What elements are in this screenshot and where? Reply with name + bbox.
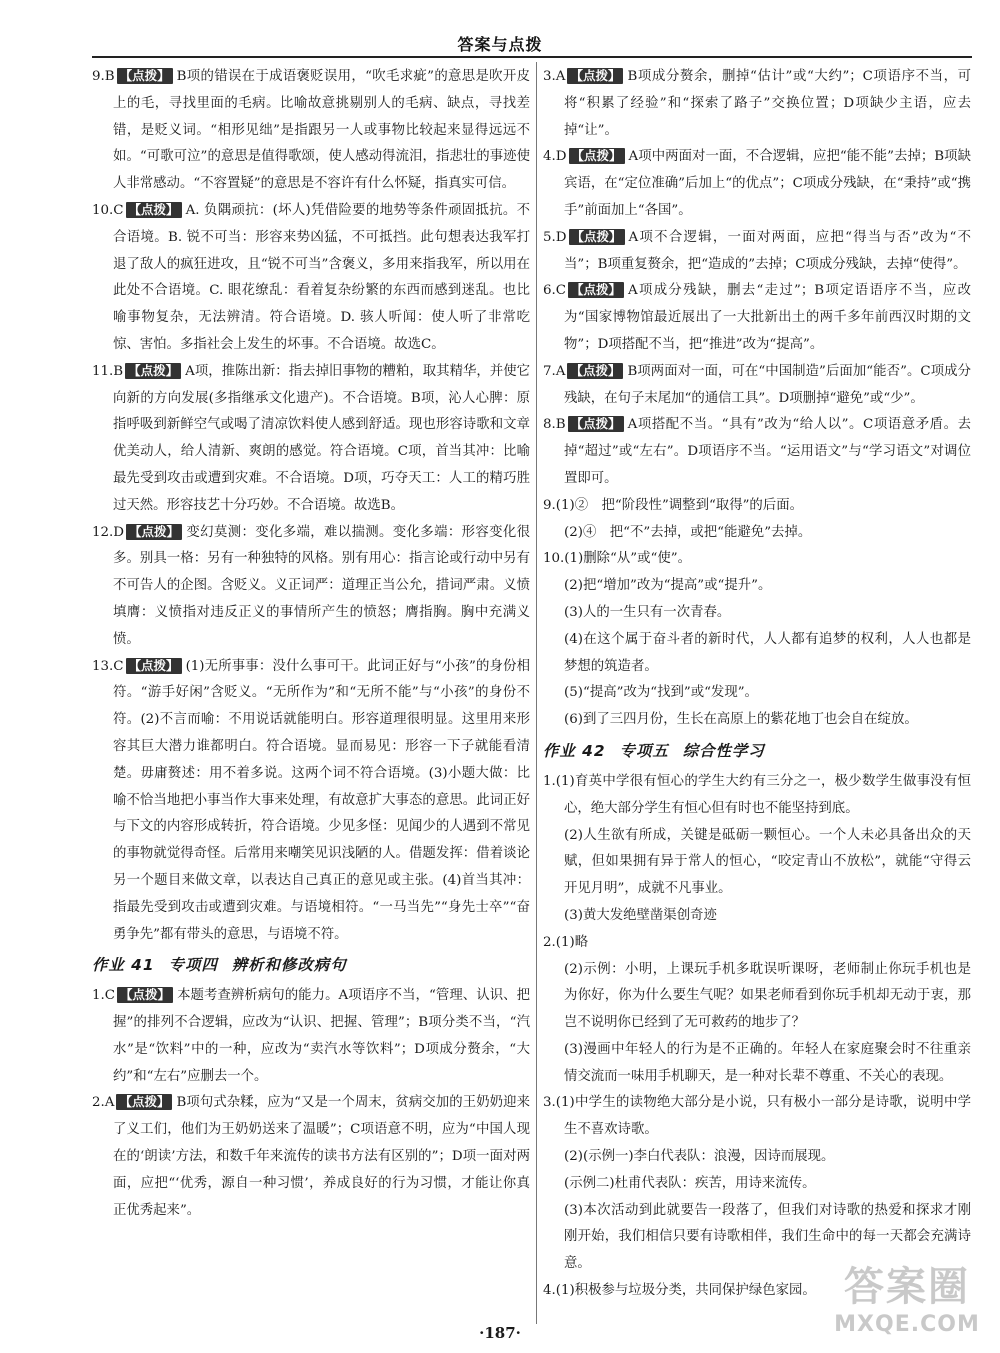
answer-item bbox=[543, 930, 971, 957]
answer-number: 1. bbox=[543, 773, 556, 789]
hint-tag: 【点拨】 bbox=[116, 1094, 172, 1110]
answer-text: A项不合逻辑，一面对两面，应把“得当与否”改为“不当”；B项重复赘余，把“造成的”去掉；C项成分残缺，去掉“使得”。 bbox=[564, 229, 971, 272]
answer-item bbox=[92, 1090, 530, 1224]
answer-number: 7.A bbox=[543, 363, 566, 379]
answer-item bbox=[92, 198, 530, 359]
answer-text: A项中两面对一面，不合逻辑，应把“能不能”去掉；B项缺宾语，在“定位准确”后加上“的优点”；C项成分残缺，在“秉持”或“携手”前面加上“各国”。 bbox=[564, 149, 971, 218]
answer-number: 5.D bbox=[543, 229, 567, 245]
answer-number: 2.A bbox=[92, 1095, 115, 1111]
answer-subitem: (3)本次活动到此就要告一段落了，但我们对诗歌的热爱和探求才刚刚开始，我们相信只要有诗歌相伴，我们生命中的每一天都会充满诗意。 bbox=[564, 1202, 971, 1272]
answer-number: 9.B bbox=[92, 69, 115, 84]
answer-subitem: (3)漫画中年轻人的行为是不正确的。年轻人在家庭聚会时不往重亲情交流而一味用手机聊天，是一种对长辈不尊重、不关心的表现。 bbox=[564, 1041, 971, 1084]
answer-item bbox=[543, 546, 971, 573]
answer-number: 13.C bbox=[92, 658, 124, 674]
watermark-main: 答案圈 bbox=[844, 1264, 970, 1310]
section-heading-part: 作业 42 bbox=[543, 741, 606, 760]
section-heading-part: 辨析和修改病句 bbox=[231, 956, 347, 975]
section-heading-part: 专项四 bbox=[168, 956, 218, 975]
answer-subitem: (5)“提高”改为“找到”或“发现”。 bbox=[564, 685, 758, 701]
answer-item bbox=[543, 359, 971, 413]
hint-tag: 【点拨】 bbox=[117, 987, 173, 1003]
answer-item bbox=[543, 144, 971, 224]
answer-number: 8.B bbox=[543, 417, 566, 433]
hint-tag: 【点拨】 bbox=[569, 148, 625, 164]
answer-number: 3.A bbox=[543, 69, 566, 84]
section-heading-part: 作业 41 bbox=[92, 956, 155, 975]
answer-subitem: (2)④ 把“不”去掉，或把“能避免”去掉。 bbox=[564, 524, 812, 540]
answer-number: 4.D bbox=[543, 149, 567, 165]
answer-text: (1)略 bbox=[555, 934, 589, 950]
answer-number: 12.D bbox=[92, 524, 125, 540]
section-heading-part: 综合性学习 bbox=[682, 741, 765, 760]
answer-subitem: (6)到了三四月份，生长在高原上的紫花地丁也会自在绽放。 bbox=[564, 712, 918, 728]
answer-item bbox=[543, 412, 971, 492]
answer-subitem: (4)在这个属于奋斗者的新时代，人人都有追梦的权利，人人也都是梦想的筑造者。 bbox=[564, 631, 971, 674]
answer-text: B项句式杂糅，应为“又是一个周末，贫病交加的王奶奶迎来了义工们，他们为王奶奶送来了温暖”；C项语意不明，应为“中国人现在的‘朗读’方法，和数千年来流传的读书方法有区别的”；D项一面对两面，应把“‘优秀，源自一种习惯’，养成良好的行为习惯，才能让你真正优秀起来”。 bbox=[113, 1095, 530, 1218]
right-column bbox=[543, 64, 971, 1305]
answer-number: 10.C bbox=[92, 202, 124, 218]
answer-item bbox=[92, 520, 530, 654]
answer-subitem: (3)人的一生只有一次青春。 bbox=[564, 604, 731, 620]
answer-item bbox=[543, 769, 971, 823]
answer-text: (1)删除“从”或“使”。 bbox=[564, 551, 691, 567]
section-heading-part: 专项五 bbox=[619, 741, 669, 760]
page-header-title: 答案与点拨 bbox=[457, 35, 543, 54]
answer-text: 变幻莫测：变化多端，难以揣测。变化多端：形容变化很多。别具一格：另有一种独特的风格。别有用心：指言论或行动中另有不可告人的企图。含贬义。义正词严：道理正当公允，措词严肃。义愤填膺：义愤指对违反正义的事情所产生的愤怒；膺指胸。胸中充满义愤。 bbox=[113, 524, 530, 647]
answer-item bbox=[92, 64, 530, 198]
answer-text: A项，推陈出新：指去掉旧事物的糟粕，取其精华，并使它向新的方向发展(多指继承文化遗产)。不合语境。B项，沁人心脾：原指呼吸到新鲜空气或喝了清凉饮料使人感到舒适。现也形容诗歌和文章优美动人，给人清新、爽朗的感觉。符合语境。C项，首当其冲：比喻最先受到攻击或遭到灾难。不合语境。D项，巧夺天工：人工的精巧胜过天然。形容技艺十分巧妙。不合语境。故选B。 bbox=[113, 363, 530, 513]
answer-subitem: (2)把“增加”改为“提高”或“提升”。 bbox=[564, 578, 772, 594]
watermark-sub: MXQE.COM bbox=[834, 1312, 980, 1337]
answer-subitem: (2)(示例一)李白代表队：浪漫，因诗而展现。 bbox=[564, 1149, 835, 1165]
answer-subitem: (3)黄大发绝壁凿渠创奇迹 bbox=[564, 907, 717, 923]
answer-subitem: (示例二)杜甫代表队：疾苦，用诗来流传。 bbox=[564, 1175, 816, 1191]
answer-text: (1)无所事事：没什么事可干。此词正好与“小孩”的身份相符。“游手好闲”含贬义。“无所作为”和“无所不能”与“小孩”的身份不符。(2)不言而喻：不用说话就能明白。形容道理很明显。这里用来形容其巨大潜力谁都明白。符合语境。显而易见：形容一下子就能看清楚。毋庸赘述：用不着多说。这两个词不符合语境。(3)小题大做：比喻不恰当地把小事当作大事来处理，有故意扩大事态的意思。此词正好与下文的内容形成转折，符合语境。少见多怪：见闻少的人遇到不常见的事物就觉得奇怪。后常用来嘲笑见识浅陋的人。借题发挥：借着谈论另一个题目来做文章，以表达自己真正的意见或主张。(4)首当其冲：指最先受到攻击或遭到灾难。与语境相符。“一马当先”“身先士卒”“奋勇争先”都有带头的意思，与语境不符。 bbox=[113, 658, 530, 942]
answer-item bbox=[543, 1090, 971, 1144]
answer-item bbox=[543, 225, 971, 279]
section-heading bbox=[543, 736, 971, 766]
hint-tag: 【点拨】 bbox=[126, 524, 182, 540]
answer-subitem: (2)人生欲有所成，关键是砥砺一颗恒心。一个人未必具备出众的天赋，但如果拥有异于常人的恒心，“咬定青山不放松”，就能“守得云开见月明”，成就不凡事业。 bbox=[564, 827, 971, 897]
answer-subitem: (2)示例：小明，上课玩手机多耽误听课呀，老师制止你玩手机也是为你好，你为什么要生气呢？如果老师看到你玩手机却无动于衷，那岂不说明你已经到了无可救药的地步了？ bbox=[564, 961, 971, 1031]
hint-tag: 【点拨】 bbox=[568, 416, 624, 432]
answer-number: 3. bbox=[543, 1095, 556, 1111]
answer-number: 10. bbox=[543, 551, 565, 567]
hint-tag: 【点拨】 bbox=[567, 363, 623, 379]
answer-item bbox=[543, 64, 971, 144]
watermark-logo bbox=[822, 1262, 992, 1348]
answer-text: B项成分赘余，删掉“估计”或“大约”；C项语序不当，可将“积累了经验”和“探索了路子”交换位置；D项缺少主语，应去掉“让”。 bbox=[564, 69, 971, 138]
answer-item bbox=[543, 278, 971, 358]
answer-text: (1)育英中学很有恒心的学生大约有三分之一，极少数学生做事没有恒心，绝大部分学生有恒心但有时也不能坚持到底。 bbox=[555, 773, 971, 816]
hint-tag: 【点拨】 bbox=[126, 658, 182, 674]
answer-text: B项两面对一面，可在“中国制造”后面加“能否”。C项成分残缺，在句子末尾加“的通信工具”。D项删掉“避免”或“少”。 bbox=[564, 363, 971, 406]
answer-number: 6.C bbox=[543, 283, 567, 299]
hint-tag: 【点拨】 bbox=[567, 68, 623, 84]
answer-text: 本题考查辨析病句的能力。A项语序不当，“管理、认识、把握”的排列不合逻辑，应改为“认识、把握、管理”；B项分类不当，“汽水”是“饮料”中的一种，应改为“卖汽水等饮料”；D项成分赘余，“大约”和“左右”应删去一个。 bbox=[113, 988, 530, 1084]
hint-tag: 【点拨】 bbox=[568, 282, 624, 298]
answer-text: A项搭配不当。“具有”改为“给人以”。C项语意矛盾。去掉“超过”或“左右”。D项语序不当。“运用语文”与“学习语文”对调位置即可。 bbox=[564, 417, 971, 486]
section-heading bbox=[92, 950, 530, 980]
answer-number: 1.C bbox=[92, 988, 116, 1004]
page-number: ·187· bbox=[479, 1324, 521, 1342]
answer-text: A. 负隅顽抗：(坏人)凭借险要的地势等条件顽固抵抗。不合语境。B. 锐不可当：形容来势凶猛，不可抵挡。此句想表达我军打退了敌人的疯狂进攻，且“锐不可当”含褒义，多用来指我军，所以用在此处不合语境。C. 眼花缭乱：看着复杂纷繁的东西而感到迷乱。也比喻事物复杂，无法辨清。符合语境。D. 骇人听闻：使人听了非常吃惊、害怕。多指社会上发生的坏事。不合语境。故选C。 bbox=[113, 202, 530, 352]
answer-number: 11.B bbox=[92, 363, 124, 379]
header-rule bbox=[92, 56, 972, 58]
hint-tag: 【点拨】 bbox=[569, 229, 625, 245]
hint-tag: 【点拨】 bbox=[126, 202, 182, 218]
column-divider bbox=[536, 62, 537, 1324]
answer-number: 4. bbox=[543, 1283, 556, 1299]
answer-item bbox=[92, 359, 530, 520]
answer-item bbox=[543, 493, 971, 520]
answer-text: A项成分残缺，删去“走过”；B项定语语序不当，应改为“国家博物馆最近展出了一大批新出土的两千多年前西汉时期的文物”；D项搭配不当，把“推进”改为“提高”。 bbox=[564, 283, 971, 352]
left-column bbox=[92, 64, 530, 1224]
hint-tag: 【点拨】 bbox=[117, 68, 173, 84]
answer-item bbox=[92, 983, 530, 1090]
hint-tag: 【点拨】 bbox=[125, 363, 181, 379]
answer-number: 2. bbox=[543, 934, 556, 950]
answer-text: (1)中学生的读物绝大部分是小说，只有极小一部分是诗歌，说明中学生不喜欢诗歌。 bbox=[555, 1095, 971, 1138]
answer-text: (1)② 把“阶段性”调整到“取得”的后面。 bbox=[555, 497, 803, 513]
answer-text: (1)积极参与垃圾分类，共同保护绿色家园。 bbox=[555, 1283, 816, 1299]
answer-text: B项的错误在于成语褒贬误用，“吹毛求疵”的意思是吹开皮上的毛，寻找里面的毛病。比喻故意挑剔别人的毛病、缺点，寻找差错，是贬义词。“相形见绌”是指跟另一人或事物比较起来显得远远不如。“可歌可泣”的意思是值得歌颂，使人感动得流泪，指悲壮的事迹使人非常感动。“不容置疑”的意思是不容许有什么怀疑，指真实可信。 bbox=[113, 69, 530, 192]
answer-item bbox=[92, 654, 530, 949]
answer-number: 9. bbox=[543, 497, 556, 513]
